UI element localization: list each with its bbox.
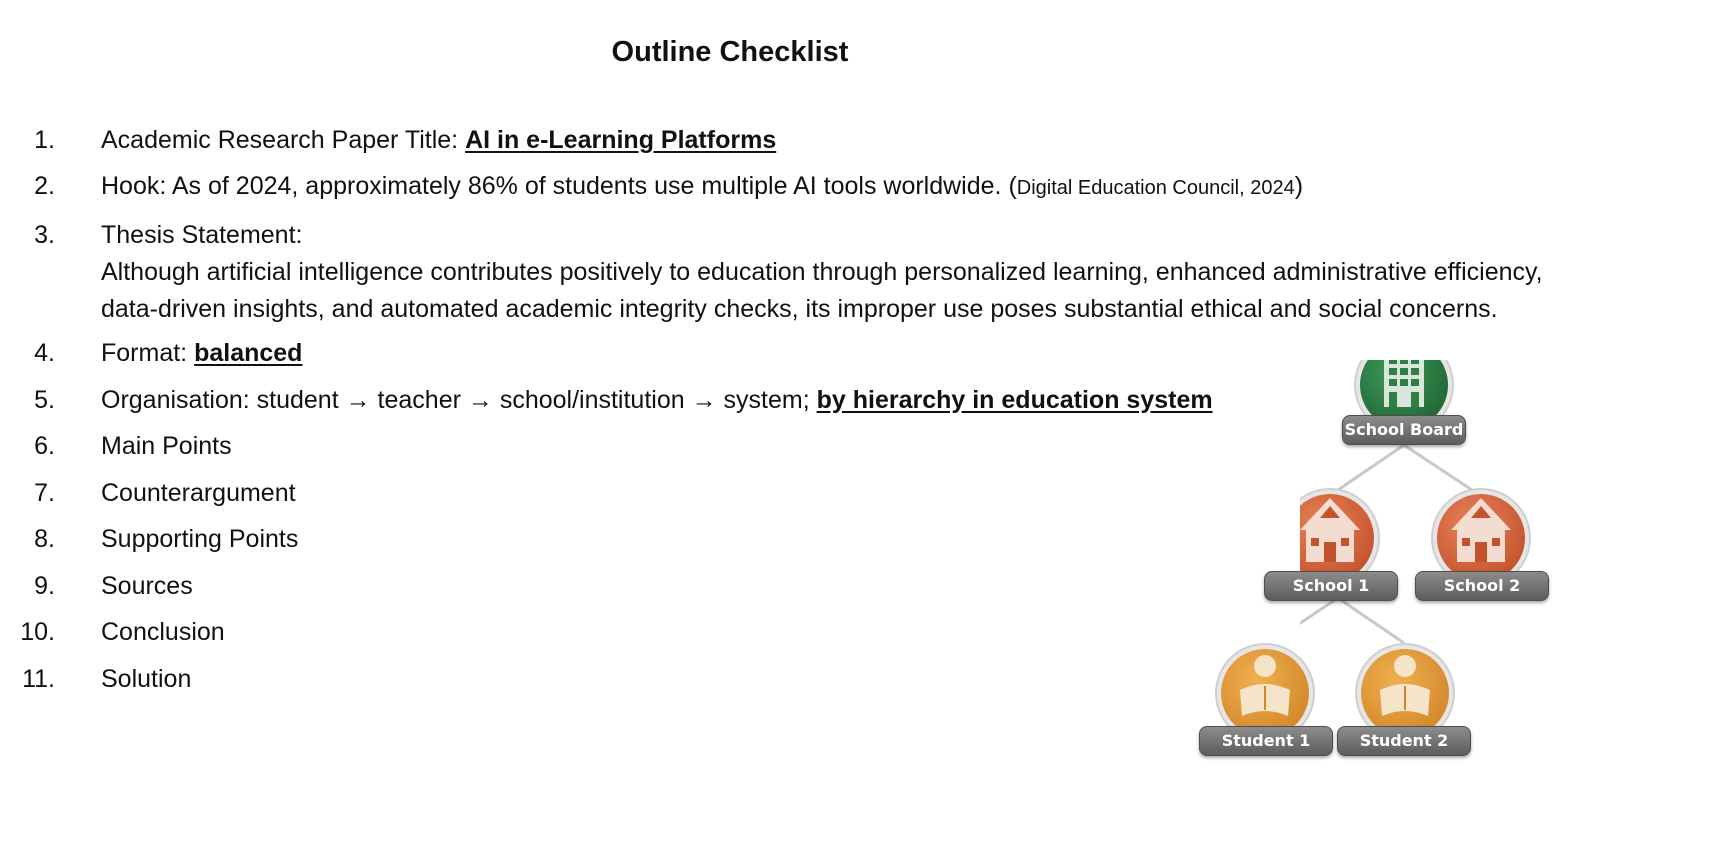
item-text: Format:: [101, 339, 195, 367]
citation-open: (: [1008, 172, 1017, 200]
hierarchy-diagram: [1221, 360, 1711, 863]
item-number: 2.: [34, 172, 55, 200]
item-text: Academic Research Paper Title:: [101, 126, 466, 154]
page-title: Outline Checklist: [611, 36, 849, 68]
item-text: Hook: As of 2024, approximately 86% of students use multiple AI tools worldwide.: [101, 172, 1009, 200]
student-1-label: Student 1: [1199, 726, 1333, 756]
school-board-label: School Board: [1342, 415, 1466, 445]
item-text: Thesis Statement:: [101, 220, 303, 249]
list-item-title: [0, 120, 1581, 161]
item-number: 5.: [34, 385, 55, 414]
item-number: 7.: [34, 478, 55, 507]
school-2-label: School 2: [1415, 571, 1549, 601]
item-number: 8.: [34, 525, 55, 553]
citation-close: ): [1294, 172, 1304, 200]
item-text: Sources: [101, 571, 193, 600]
thesis-statement: Although artificial intelligence contributes positively to education through personalized learning, enhanced administrative efficiency, data-driven insights, and automated academic integrity checks, its improper use poses substantial ethical and social concerns.: [101, 257, 1543, 323]
item-number: 9.: [34, 571, 55, 600]
item-text: Solution: [101, 664, 192, 693]
item-text: Main Points: [101, 432, 232, 460]
item-text: Conclusion: [101, 618, 225, 646]
item-number: 3.: [34, 220, 55, 249]
item-number: 4.: [34, 339, 55, 367]
student-2-label: Student 2: [1337, 726, 1471, 756]
item-number: 11.: [22, 664, 55, 693]
format-emphasis: balanced: [194, 339, 303, 367]
list-item-thesis: [0, 215, 1581, 328]
list-item-hook: [0, 166, 1581, 209]
item-text: Counterargument: [101, 478, 296, 507]
paper-title-emphasis: AI in e-Learning Platforms: [465, 126, 777, 154]
school-1-label: School 1: [1264, 571, 1398, 601]
item-number: 1.: [34, 126, 55, 154]
item-text: Supporting Points: [101, 525, 299, 553]
citation-text: Digital Education Council, 2024: [1016, 177, 1295, 199]
item-number: 10.: [20, 618, 55, 646]
item-text: Organisation: student → teacher → school/institution → system;: [101, 385, 817, 414]
item-number: 6.: [34, 432, 55, 460]
organisation-emphasis: by hierarchy in education system: [816, 385, 1213, 414]
